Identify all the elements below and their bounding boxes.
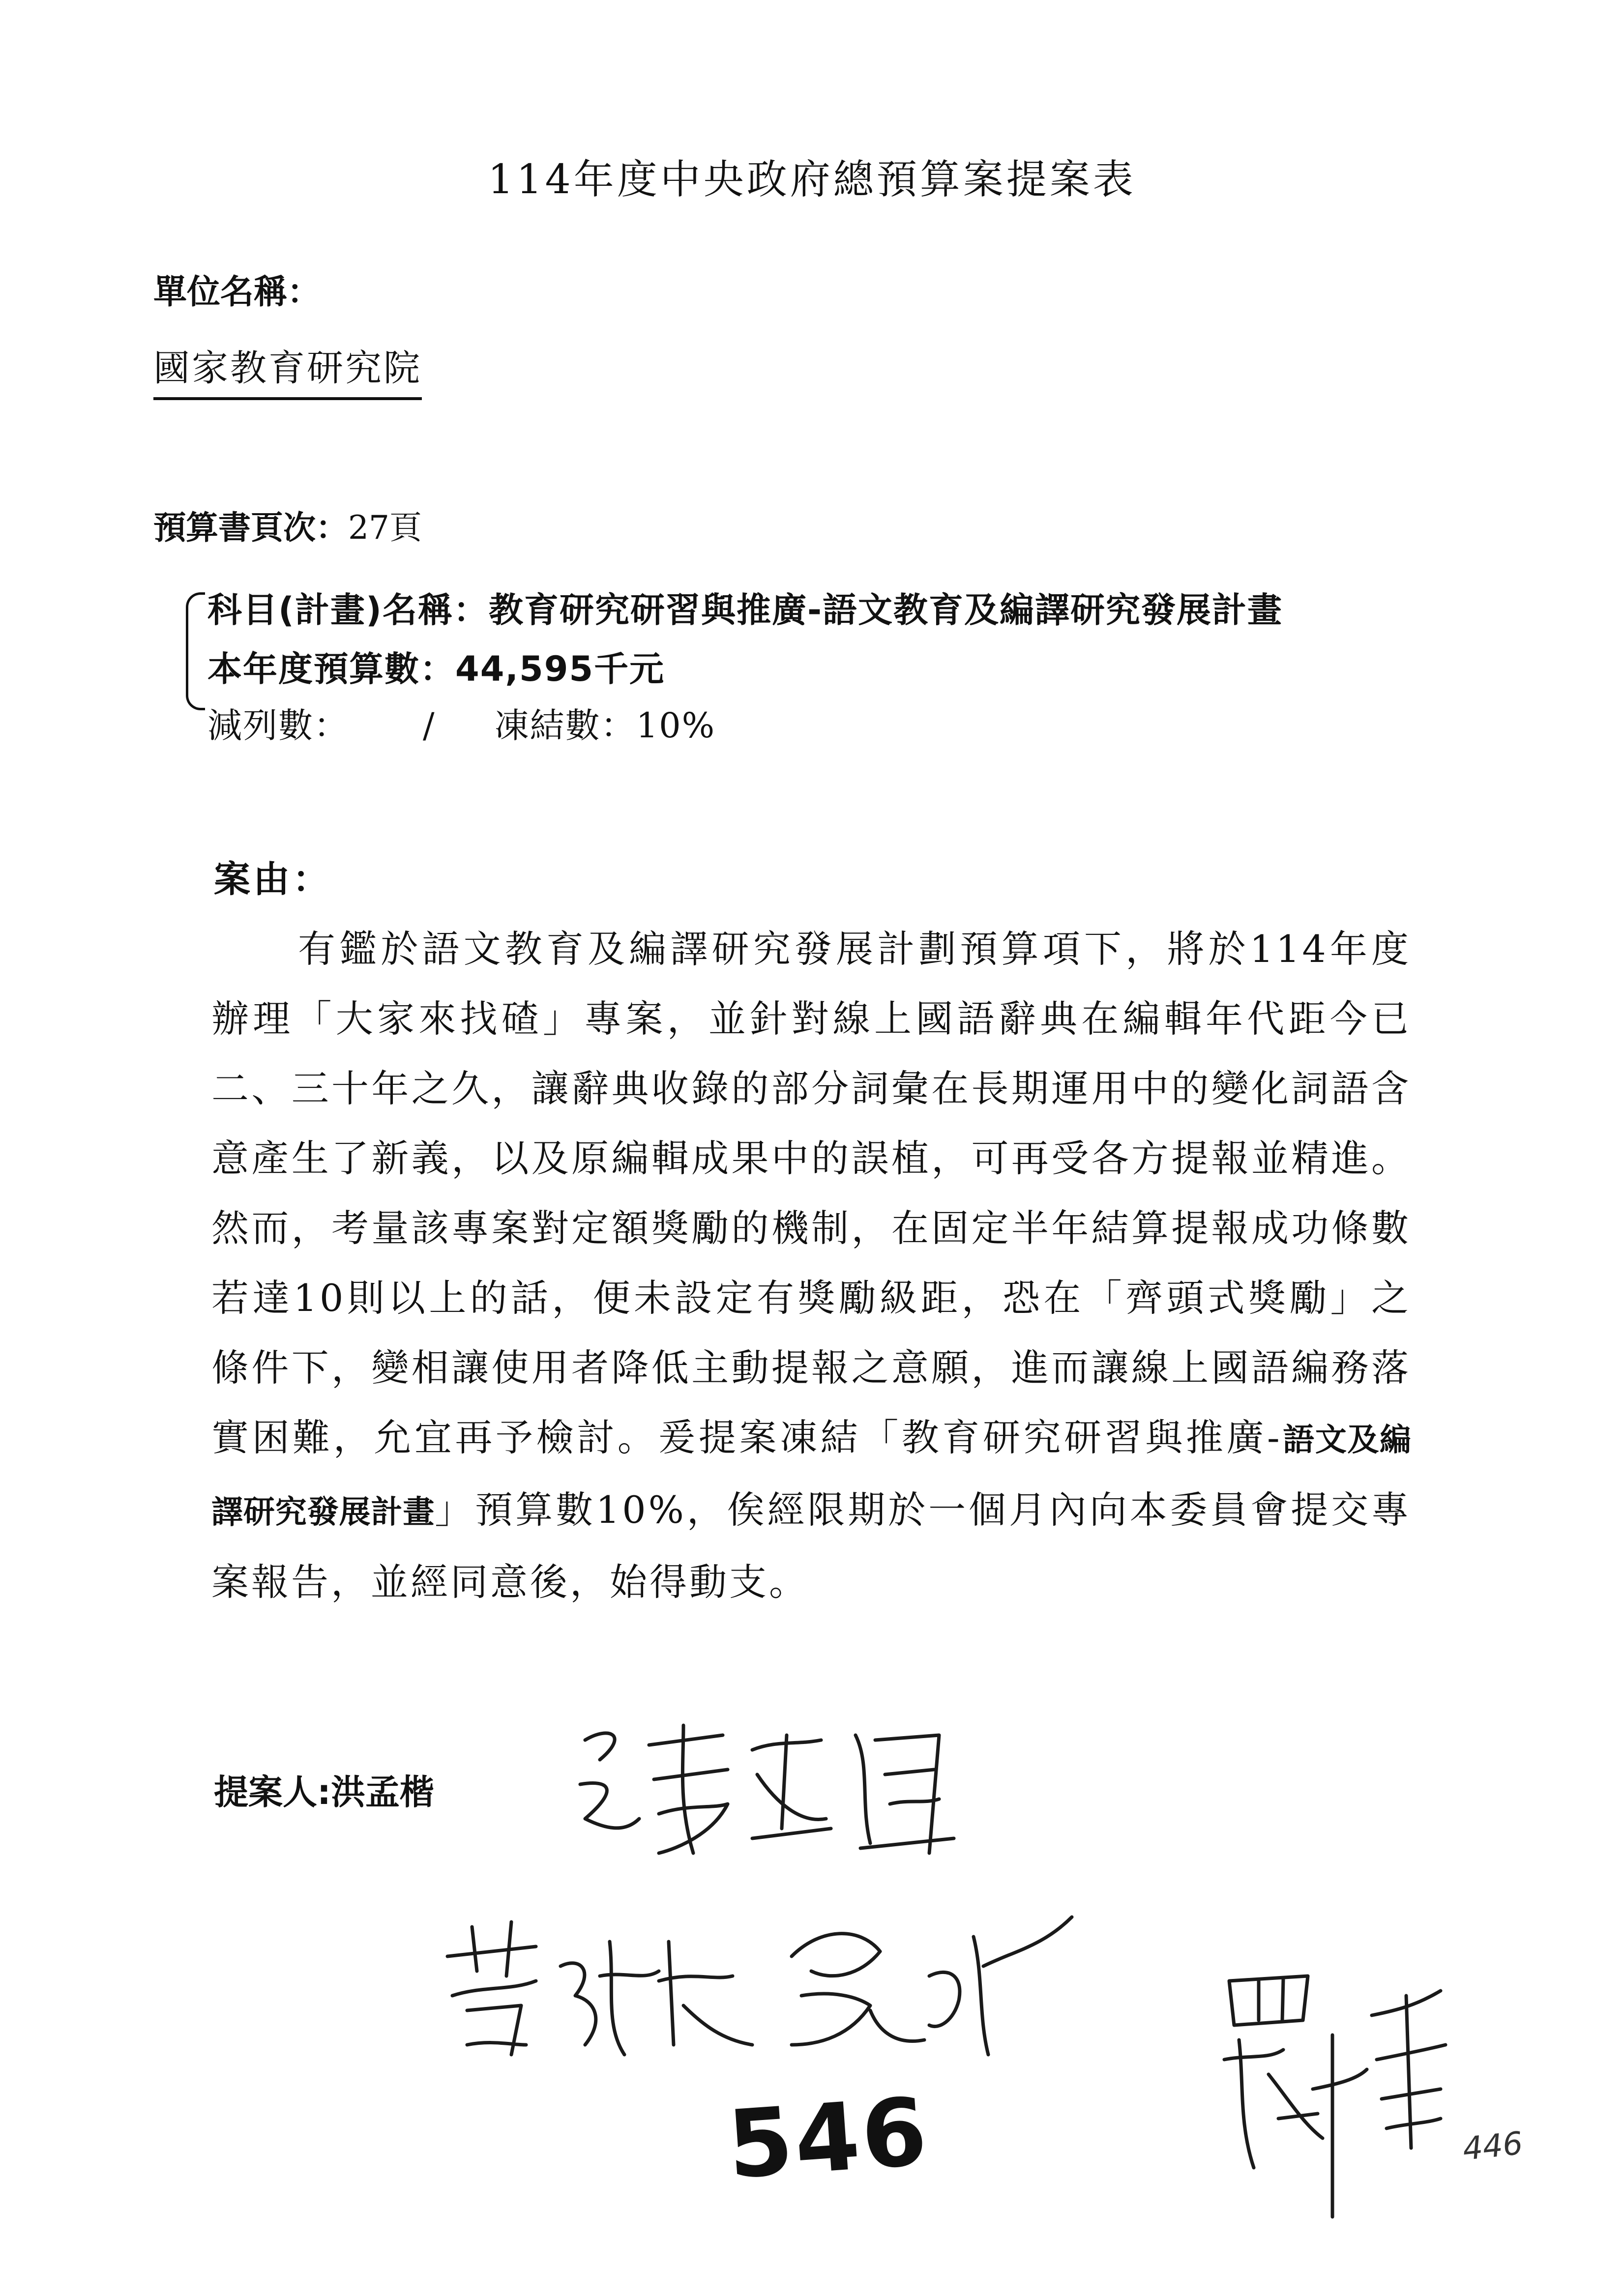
budget-amount-value: 44,595千元 xyxy=(455,649,665,689)
budget-page-value: 27頁 xyxy=(348,509,422,547)
signature-third xyxy=(1210,1961,1495,2237)
handwritten-insert: 語文及編譯研究發展計畫 xyxy=(211,1422,1411,1531)
item-label: 科目(計畫)名稱： xyxy=(207,590,489,630)
cut-separator: / xyxy=(423,705,436,746)
reason-body xyxy=(211,914,1411,1617)
item-value: 教育研究研習與推廣-語文教育及編譯研究發展計畫 xyxy=(488,590,1283,630)
cut-freeze-line xyxy=(207,698,715,748)
item-bracket xyxy=(186,592,205,710)
unit-name: 國家教育研究院 xyxy=(153,339,422,400)
freeze-value: 10% xyxy=(636,705,716,746)
reason-text-after: 」預算數10%，俟經限期於一個月內向本委員會提交專案報告，並經同意後，始得動支。 xyxy=(211,1488,1412,1604)
small-page-number: 446 xyxy=(1461,2125,1525,2168)
proposer-label: 提案人:洪孟楷 xyxy=(214,1772,434,1812)
cut-label: 減列數： xyxy=(207,705,349,746)
budget-page-ref xyxy=(153,501,422,548)
freeze-label: 凍結數： xyxy=(494,705,636,746)
signature-proposer xyxy=(565,1706,993,1883)
document-title: 114年度中央政府總預算案提案表 xyxy=(488,156,1136,203)
budget-amount-line xyxy=(207,641,665,691)
page-number: 546 xyxy=(724,2077,932,2200)
reason-label: 案由： xyxy=(214,858,332,901)
budget-page-label: 預算書頁次： xyxy=(153,509,348,547)
unit-label: 單位名稱： xyxy=(153,273,321,312)
reason-text-before: 有鑑於語文教育及編譯研究發展計劃預算項下，將於114年度辦理「大家來找碴」專案，並針對線上國語辭典在編輯年代距今已二、三十年之久，讓辭典收錄的部分詞彙在長期運用中的變化詞語含意產生了新義，以及原編輯成果中的誤植，可再受各方提報並精進。然而，考量該專案對定額獎勵的機制，在固定半年結算提報成功條數若達10則以上的話，便未設定有獎勵級距，恐在「齊頭式獎勵」之條件下，變相讓使用者降低主動提報之意願，進而讓線上國語編務落實困難，允宜再予檢討。爰提案凍結「教育研究研習與推廣- xyxy=(211,927,1411,1459)
signature-cosigners xyxy=(438,1897,1136,2104)
item-line xyxy=(207,582,1283,632)
budget-amount-label: 本年度預算數： xyxy=(207,649,455,689)
